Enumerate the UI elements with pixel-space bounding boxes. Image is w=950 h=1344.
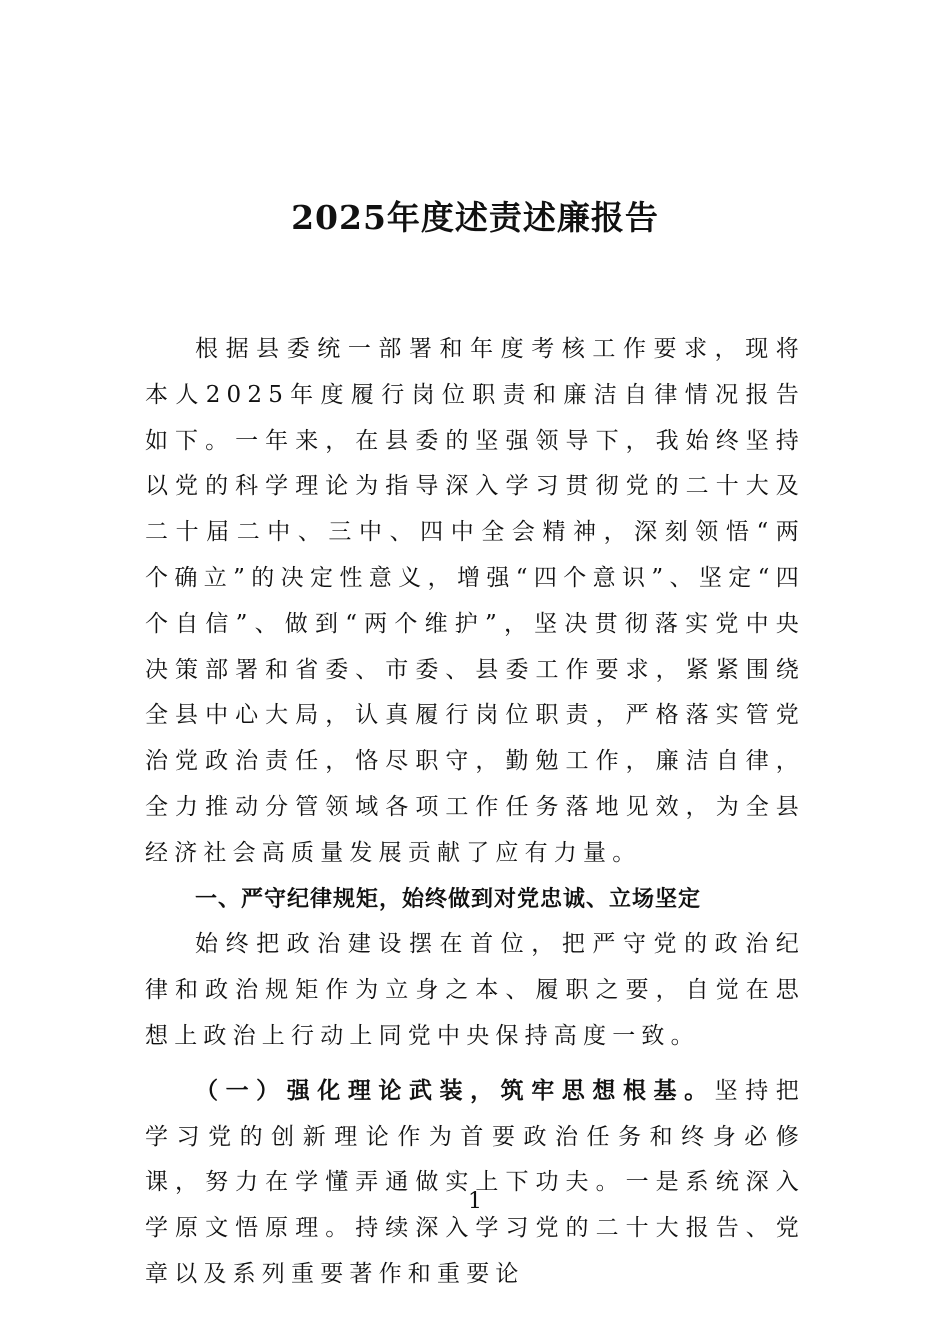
document-title: 2025年度述责述廉报告 xyxy=(291,198,659,237)
subsection-1-paragraph xyxy=(145,1068,805,1298)
section-1-heading: 一、严守纪律规矩，始终做到对党忠诚、立场坚定 xyxy=(195,886,702,912)
paragraph-spacer xyxy=(145,1060,805,1068)
intro-paragraph: 根据县委统一部署和年度考核工作要求，现将本人2025年度履行岗位职责和廉洁自律情况报告如下。一年来，在县委的坚强领导下，我始终坚持以党的科学理论为指导深入学习贯彻党的二十大及二十届二中、三中、四中全会精神，深刻领悟“两个确立”的决定性意义，增强“四个意识”、坚定“四个自信”、做到“两个维护”，坚决贯彻落实党中央决策部署和省委、市委、县委工作要求，紧紧围绕全县中心大局，认真履行岗位职责，严格落实管党治党政治责任，恪尽职守，勤勉工作，廉洁自律，全力推动分管领域各项工作任务落地见效，为全县经济社会高质量发展贡献了应有力量。 xyxy=(145,336,805,866)
subsection-1-body: 坚持把学习党的创新理论作为首要政治任务和终身必修课，努力在学懂弄通做实上下功夫。一是系统深入学原文悟原理。持续深入学习党的二十大报告、党章以及系列重要著作和重要论 xyxy=(145,1077,805,1287)
section-1-paragraph: 始终把政治建设摆在首位，把严守党的政治纪律和政治规矩作为立身之本、履职之要，自觉在思想上政治上行动上同党中央保持高度一致。 xyxy=(145,931,805,1049)
page-number: 1 xyxy=(468,1189,482,1214)
document-body xyxy=(145,327,805,1298)
subsection-1-heading: （一）强化理论武装，筑牢思想根基。 xyxy=(195,1076,715,1104)
